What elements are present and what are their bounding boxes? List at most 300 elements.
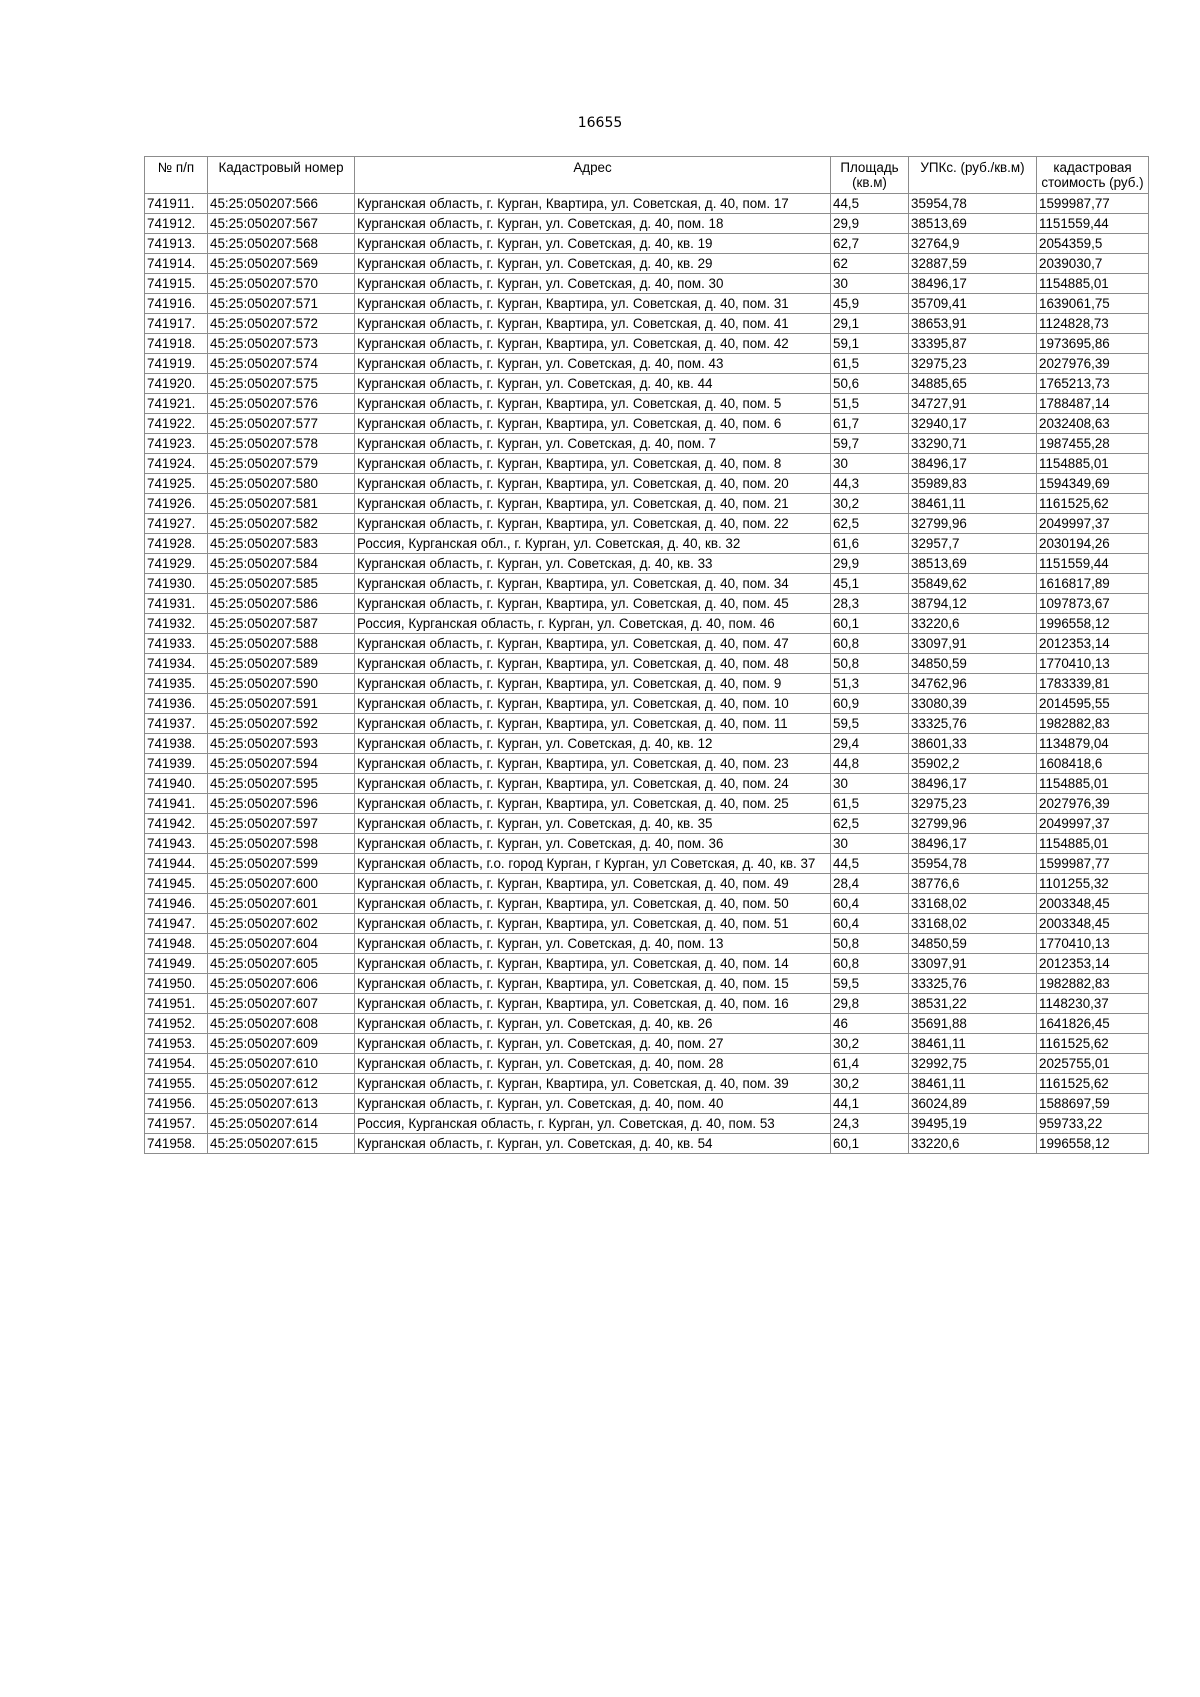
area-cell: 29,9 xyxy=(831,214,909,234)
cadastral-value-cell: 1996558,12 xyxy=(1037,614,1149,634)
cadastral-value-table xyxy=(144,156,1149,1154)
area-cell: 30,2 xyxy=(831,494,909,514)
area-cell: 60,8 xyxy=(831,634,909,654)
unit-value-cell: 33168,02 xyxy=(909,894,1037,914)
cadastral-number-cell: 45:25:050207:610 xyxy=(208,1054,355,1074)
cadastral-value-cell: 2039030,7 xyxy=(1037,254,1149,274)
unit-value-cell: 35902,2 xyxy=(909,754,1037,774)
cadastral-value-cell: 1588697,59 xyxy=(1037,1094,1149,1114)
unit-value-cell: 35954,78 xyxy=(909,194,1037,214)
cadastral-value-cell: 2012353,14 xyxy=(1037,954,1149,974)
cadastral-value-cell: 2014595,55 xyxy=(1037,694,1149,714)
row-number-cell: 741933. xyxy=(145,634,208,654)
column-header-number: № п/п xyxy=(145,157,208,194)
cadastral-number-cell: 45:25:050207:572 xyxy=(208,314,355,334)
table-row xyxy=(145,674,1149,694)
cadastral-value-cell: 1788487,14 xyxy=(1037,394,1149,414)
table-row xyxy=(145,1074,1149,1094)
cadastral-number-cell: 45:25:050207:589 xyxy=(208,654,355,674)
unit-value-cell: 33220,6 xyxy=(909,1134,1037,1154)
area-cell: 30,2 xyxy=(831,1074,909,1094)
table-row xyxy=(145,634,1149,654)
area-cell: 50,6 xyxy=(831,374,909,394)
cadastral-value-cell: 1154885,01 xyxy=(1037,834,1149,854)
cadastral-number-cell: 45:25:050207:579 xyxy=(208,454,355,474)
table-row xyxy=(145,694,1149,714)
unit-value-cell: 34727,91 xyxy=(909,394,1037,414)
address-cell: Курганская область, г. Курган, ул. Советская, д. 40, пом. 28 xyxy=(355,1054,831,1074)
area-cell: 60,1 xyxy=(831,1134,909,1154)
unit-value-cell: 33097,91 xyxy=(909,634,1037,654)
address-cell: Россия, Курганская область, г. Курган, ул. Советская, д. 40, пом. 53 xyxy=(355,1114,831,1134)
cadastral-number-cell: 45:25:050207:612 xyxy=(208,1074,355,1094)
unit-value-cell: 32799,96 xyxy=(909,514,1037,534)
unit-value-cell: 38513,69 xyxy=(909,214,1037,234)
table-row xyxy=(145,394,1149,414)
address-cell: Курганская область, г. Курган, Квартира, ул. Советская, д. 40, пом. 23 xyxy=(355,754,831,774)
cadastral-number-cell: 45:25:050207:605 xyxy=(208,954,355,974)
table-row xyxy=(145,414,1149,434)
area-cell: 61,5 xyxy=(831,354,909,374)
table-row xyxy=(145,994,1149,1014)
cadastral-number-cell: 45:25:050207:608 xyxy=(208,1014,355,1034)
cadastral-value-cell: 959733,22 xyxy=(1037,1114,1149,1134)
address-cell: Курганская область, г. Курган, Квартира, ул. Советская, д. 40, пом. 47 xyxy=(355,634,831,654)
row-number-cell: 741956. xyxy=(145,1094,208,1114)
row-number-cell: 741949. xyxy=(145,954,208,974)
cadastral-number-cell: 45:25:050207:581 xyxy=(208,494,355,514)
cadastral-value-cell: 1982882,83 xyxy=(1037,714,1149,734)
cadastral-value-cell: 1783339,81 xyxy=(1037,674,1149,694)
unit-value-cell: 34850,59 xyxy=(909,934,1037,954)
row-number-cell: 741947. xyxy=(145,914,208,934)
cadastral-value-cell: 1154885,01 xyxy=(1037,774,1149,794)
row-number-cell: 741921. xyxy=(145,394,208,414)
row-number-cell: 741914. xyxy=(145,254,208,274)
unit-value-cell: 32764,9 xyxy=(909,234,1037,254)
address-cell: Курганская область, г. Курган, Квартира, ул. Советская, д. 40, пом. 10 xyxy=(355,694,831,714)
row-number-cell: 741915. xyxy=(145,274,208,294)
address-cell: Курганская область, г. Курган, Квартира, ул. Советская, д. 40, пом. 22 xyxy=(355,514,831,534)
cadastral-number-cell: 45:25:050207:582 xyxy=(208,514,355,534)
unit-value-cell: 34850,59 xyxy=(909,654,1037,674)
unit-value-cell: 33395,87 xyxy=(909,334,1037,354)
row-number-cell: 741924. xyxy=(145,454,208,474)
area-cell: 28,4 xyxy=(831,874,909,894)
area-cell: 61,4 xyxy=(831,1054,909,1074)
area-cell: 50,8 xyxy=(831,654,909,674)
address-cell: Курганская область, г. Курган, Квартира, ул. Советская, д. 40, пом. 41 xyxy=(355,314,831,334)
cadastral-value-cell: 1151559,44 xyxy=(1037,554,1149,574)
cadastral-number-cell: 45:25:050207:567 xyxy=(208,214,355,234)
cadastral-value-cell: 1616817,89 xyxy=(1037,574,1149,594)
unit-value-cell: 33097,91 xyxy=(909,954,1037,974)
row-number-cell: 741919. xyxy=(145,354,208,374)
address-cell: Курганская область, г. Курган, Квартира, ул. Советская, д. 40, пом. 5 xyxy=(355,394,831,414)
area-cell: 60,4 xyxy=(831,894,909,914)
row-number-cell: 741937. xyxy=(145,714,208,734)
row-number-cell: 741954. xyxy=(145,1054,208,1074)
address-cell: Курганская область, г. Курган, Квартира, ул. Советская, д. 40, пом. 14 xyxy=(355,954,831,974)
cadastral-value-cell: 1134879,04 xyxy=(1037,734,1149,754)
address-cell: Курганская область, г. Курган, Квартира, ул. Советская, д. 40, пом. 21 xyxy=(355,494,831,514)
cadastral-number-cell: 45:25:050207:600 xyxy=(208,874,355,894)
cadastral-value-cell: 2027976,39 xyxy=(1037,354,1149,374)
row-number-cell: 741943. xyxy=(145,834,208,854)
cadastral-value-cell: 1161525,62 xyxy=(1037,1074,1149,1094)
cadastral-number-cell: 45:25:050207:574 xyxy=(208,354,355,374)
address-cell: Курганская область, г. Курган, ул. Советская, д. 40, пом. 36 xyxy=(355,834,831,854)
address-cell: Курганская область, г. Курган, ул. Советская, д. 40, пом. 18 xyxy=(355,214,831,234)
address-cell: Курганская область, г. Курган, ул. Советская, д. 40, кв. 35 xyxy=(355,814,831,834)
row-number-cell: 741917. xyxy=(145,314,208,334)
cadastral-number-cell: 45:25:050207:599 xyxy=(208,854,355,874)
unit-value-cell: 38461,11 xyxy=(909,1034,1037,1054)
cadastral-value-cell: 1599987,77 xyxy=(1037,194,1149,214)
table-row xyxy=(145,894,1149,914)
table-row xyxy=(145,194,1149,214)
address-cell: Курганская область, г. Курган, ул. Советская, д. 40, пом. 27 xyxy=(355,1034,831,1054)
table-row xyxy=(145,214,1149,234)
row-number-cell: 741925. xyxy=(145,474,208,494)
area-cell: 44,5 xyxy=(831,194,909,214)
table-row xyxy=(145,1034,1149,1054)
table-row xyxy=(145,734,1149,754)
unit-value-cell: 38776,6 xyxy=(909,874,1037,894)
cadastral-number-cell: 45:25:050207:586 xyxy=(208,594,355,614)
address-cell: Курганская область, г. Курган, Квартира, ул. Советская, д. 40, пом. 16 xyxy=(355,994,831,1014)
area-cell: 60,9 xyxy=(831,694,909,714)
row-number-cell: 741918. xyxy=(145,334,208,354)
table-row xyxy=(145,934,1149,954)
table-row xyxy=(145,234,1149,254)
table-row xyxy=(145,854,1149,874)
row-number-cell: 741912. xyxy=(145,214,208,234)
table-row xyxy=(145,354,1149,374)
area-cell: 45,1 xyxy=(831,574,909,594)
table-row xyxy=(145,1054,1149,1074)
unit-value-cell: 33325,76 xyxy=(909,974,1037,994)
row-number-cell: 741946. xyxy=(145,894,208,914)
address-cell: Курганская область, г. Курган, ул. Советская, д. 40, кв. 44 xyxy=(355,374,831,394)
cadastral-number-cell: 45:25:050207:569 xyxy=(208,254,355,274)
table-row xyxy=(145,474,1149,494)
table-row xyxy=(145,714,1149,734)
area-cell: 29,8 xyxy=(831,994,909,1014)
table-row xyxy=(145,494,1149,514)
unit-value-cell: 32975,23 xyxy=(909,794,1037,814)
cadastral-value-cell: 1599987,77 xyxy=(1037,854,1149,874)
cadastral-value-cell: 1770410,13 xyxy=(1037,934,1149,954)
row-number-cell: 741950. xyxy=(145,974,208,994)
cadastral-number-cell: 45:25:050207:570 xyxy=(208,274,355,294)
cadastral-number-cell: 45:25:050207:613 xyxy=(208,1094,355,1114)
address-cell: Курганская область, г. Курган, Квартира, ул. Советская, д. 40, пом. 25 xyxy=(355,794,831,814)
area-cell: 44,1 xyxy=(831,1094,909,1114)
row-number-cell: 741926. xyxy=(145,494,208,514)
row-number-cell: 741944. xyxy=(145,854,208,874)
area-cell: 30,2 xyxy=(831,1034,909,1054)
area-cell: 59,5 xyxy=(831,974,909,994)
address-cell: Курганская область, г. Курган, ул. Советская, д. 40, пом. 40 xyxy=(355,1094,831,1114)
address-cell: Курганская область, г. Курган, ул. Советская, д. 40, кв. 54 xyxy=(355,1134,831,1154)
table-row xyxy=(145,1134,1149,1154)
address-cell: Курганская область, г. Курган, ул. Советская, д. 40, кв. 26 xyxy=(355,1014,831,1034)
cadastral-value-cell: 1124828,73 xyxy=(1037,314,1149,334)
cadastral-number-cell: 45:25:050207:604 xyxy=(208,934,355,954)
address-cell: Курганская область, г. Курган, Квартира, ул. Советская, д. 40, пом. 17 xyxy=(355,194,831,214)
table-row xyxy=(145,954,1149,974)
area-cell: 61,7 xyxy=(831,414,909,434)
row-number-cell: 741951. xyxy=(145,994,208,1014)
area-cell: 61,6 xyxy=(831,534,909,554)
address-cell: Курганская область, г. Курган, Квартира, ул. Советская, д. 40, пом. 50 xyxy=(355,894,831,914)
area-cell: 62,7 xyxy=(831,234,909,254)
unit-value-cell: 38496,17 xyxy=(909,774,1037,794)
cadastral-number-cell: 45:25:050207:601 xyxy=(208,894,355,914)
cadastral-number-cell: 45:25:050207:575 xyxy=(208,374,355,394)
unit-value-cell: 38461,11 xyxy=(909,1074,1037,1094)
address-cell: Курганская область, г. Курган, ул. Советская, д. 40, пом. 30 xyxy=(355,274,831,294)
cadastral-value-cell: 2030194,26 xyxy=(1037,534,1149,554)
address-cell: Курганская область, г. Курган, Квартира, ул. Советская, д. 40, пом. 9 xyxy=(355,674,831,694)
area-cell: 50,8 xyxy=(831,934,909,954)
cadastral-number-cell: 45:25:050207:590 xyxy=(208,674,355,694)
table-row xyxy=(145,874,1149,894)
cadastral-number-cell: 45:25:050207:594 xyxy=(208,754,355,774)
row-number-cell: 741945. xyxy=(145,874,208,894)
cadastral-value-cell: 1594349,69 xyxy=(1037,474,1149,494)
cadastral-value-cell: 2027976,39 xyxy=(1037,794,1149,814)
column-header-address: Адрес xyxy=(355,157,831,194)
unit-value-cell: 38531,22 xyxy=(909,994,1037,1014)
unit-value-cell: 38601,33 xyxy=(909,734,1037,754)
address-cell: Курганская область, г. Курган, Квартира, ул. Советская, д. 40, пом. 39 xyxy=(355,1074,831,1094)
table-row xyxy=(145,534,1149,554)
cadastral-value-cell: 2012353,14 xyxy=(1037,634,1149,654)
address-cell: Курганская область, г. Курган, Квартира, ул. Советская, д. 40, пом. 51 xyxy=(355,914,831,934)
area-cell: 61,5 xyxy=(831,794,909,814)
unit-value-cell: 32887,59 xyxy=(909,254,1037,274)
address-cell: Курганская область, г. Курган, Квартира, ул. Советская, д. 40, пом. 49 xyxy=(355,874,831,894)
cadastral-value-cell: 2049997,37 xyxy=(1037,814,1149,834)
cadastral-value-cell: 1151559,44 xyxy=(1037,214,1149,234)
table-row xyxy=(145,454,1149,474)
unit-value-cell: 33220,6 xyxy=(909,614,1037,634)
area-cell: 60,4 xyxy=(831,914,909,934)
unit-value-cell: 33168,02 xyxy=(909,914,1037,934)
cadastral-number-cell: 45:25:050207:614 xyxy=(208,1114,355,1134)
area-cell: 51,3 xyxy=(831,674,909,694)
address-cell: Курганская область, г. Курган, Квартира, ул. Советская, д. 40, пом. 8 xyxy=(355,454,831,474)
area-cell: 29,1 xyxy=(831,314,909,334)
cadastral-number-cell: 45:25:050207:615 xyxy=(208,1134,355,1154)
cadastral-value-cell: 1097873,67 xyxy=(1037,594,1149,614)
unit-value-cell: 35709,41 xyxy=(909,294,1037,314)
cadastral-number-cell: 45:25:050207:568 xyxy=(208,234,355,254)
row-number-cell: 741952. xyxy=(145,1014,208,1034)
unit-value-cell: 35954,78 xyxy=(909,854,1037,874)
cadastral-value-cell: 1982882,83 xyxy=(1037,974,1149,994)
row-number-cell: 741923. xyxy=(145,434,208,454)
row-number-cell: 741934. xyxy=(145,654,208,674)
area-cell: 30 xyxy=(831,834,909,854)
table-row xyxy=(145,434,1149,454)
cadastral-value-cell: 1161525,62 xyxy=(1037,1034,1149,1054)
area-cell: 51,5 xyxy=(831,394,909,414)
cadastral-value-cell: 2025755,01 xyxy=(1037,1054,1149,1074)
address-cell: Курганская область, г. Курган, ул. Советская, д. 40, пом. 7 xyxy=(355,434,831,454)
cadastral-number-cell: 45:25:050207:607 xyxy=(208,994,355,1014)
area-cell: 44,8 xyxy=(831,754,909,774)
cadastral-value-cell: 1161525,62 xyxy=(1037,494,1149,514)
area-cell: 29,4 xyxy=(831,734,909,754)
cadastral-number-cell: 45:25:050207:573 xyxy=(208,334,355,354)
unit-value-cell: 33325,76 xyxy=(909,714,1037,734)
area-cell: 60,8 xyxy=(831,954,909,974)
unit-value-cell: 38496,17 xyxy=(909,834,1037,854)
unit-value-cell: 35849,62 xyxy=(909,574,1037,594)
cadastral-value-cell: 2032408,63 xyxy=(1037,414,1149,434)
cadastral-value-cell: 1154885,01 xyxy=(1037,454,1149,474)
address-cell: Курганская область, г. Курган, Квартира, ул. Советская, д. 40, пом. 45 xyxy=(355,594,831,614)
area-cell: 24,3 xyxy=(831,1114,909,1134)
table-row xyxy=(145,1114,1149,1134)
area-cell: 29,9 xyxy=(831,554,909,574)
area-cell: 30 xyxy=(831,454,909,474)
table-row xyxy=(145,614,1149,634)
table-row xyxy=(145,334,1149,354)
cadastral-number-cell: 45:25:050207:596 xyxy=(208,794,355,814)
row-number-cell: 741953. xyxy=(145,1034,208,1054)
row-number-cell: 741911. xyxy=(145,194,208,214)
address-cell: Курганская область, г. Курган, Квартира, ул. Советская, д. 40, пом. 34 xyxy=(355,574,831,594)
table-row xyxy=(145,554,1149,574)
address-cell: Курганская область, г. Курган, ул. Советская, д. 40, пом. 13 xyxy=(355,934,831,954)
cadastral-number-cell: 45:25:050207:588 xyxy=(208,634,355,654)
area-cell: 30 xyxy=(831,274,909,294)
address-cell: Курганская область, г. Курган, Квартира, ул. Советская, д. 40, пом. 24 xyxy=(355,774,831,794)
table-row xyxy=(145,514,1149,534)
row-number-cell: 741931. xyxy=(145,594,208,614)
area-cell: 59,5 xyxy=(831,714,909,734)
table-row xyxy=(145,654,1149,674)
cadastral-number-cell: 45:25:050207:592 xyxy=(208,714,355,734)
table-row xyxy=(145,594,1149,614)
address-cell: Курганская область, г. Курган, Квартира, ул. Советская, д. 40, пом. 48 xyxy=(355,654,831,674)
page-number: 16655 xyxy=(577,115,623,131)
row-number-cell: 741928. xyxy=(145,534,208,554)
address-cell: Курганская область, г. Курган, Квартира, ул. Советская, д. 40, пом. 42 xyxy=(355,334,831,354)
unit-value-cell: 38653,91 xyxy=(909,314,1037,334)
cadastral-number-cell: 45:25:050207:583 xyxy=(208,534,355,554)
address-cell: Курганская область, г. Курган, ул. Советская, д. 40, пом. 43 xyxy=(355,354,831,374)
cadastral-number-cell: 45:25:050207:576 xyxy=(208,394,355,414)
row-number-cell: 741938. xyxy=(145,734,208,754)
cadastral-number-cell: 45:25:050207:595 xyxy=(208,774,355,794)
cadastral-value-cell: 2054359,5 xyxy=(1037,234,1149,254)
address-cell: Курганская область, г. Курган, Квартира, ул. Советская, д. 40, пом. 15 xyxy=(355,974,831,994)
table-row xyxy=(145,834,1149,854)
table-row xyxy=(145,274,1149,294)
unit-value-cell: 32992,75 xyxy=(909,1054,1037,1074)
row-number-cell: 741932. xyxy=(145,614,208,634)
column-header-area: Площадь (кв.м) xyxy=(831,157,909,194)
cadastral-value-cell: 1641826,45 xyxy=(1037,1014,1149,1034)
area-cell: 60,1 xyxy=(831,614,909,634)
address-cell: Россия, Курганская обл., г. Курган, ул. Советская, д. 40, кв. 32 xyxy=(355,534,831,554)
cadastral-number-cell: 45:25:050207:598 xyxy=(208,834,355,854)
area-cell: 59,7 xyxy=(831,434,909,454)
cadastral-number-cell: 45:25:050207:578 xyxy=(208,434,355,454)
unit-value-cell: 38496,17 xyxy=(909,454,1037,474)
cadastral-number-cell: 45:25:050207:602 xyxy=(208,914,355,934)
table-row xyxy=(145,294,1149,314)
table-body xyxy=(145,194,1149,1154)
address-cell: Курганская область, г. Курган, ул. Советская, д. 40, кв. 33 xyxy=(355,554,831,574)
address-cell: Россия, Курганская область, г. Курган, ул. Советская, д. 40, пом. 46 xyxy=(355,614,831,634)
unit-value-cell: 35691,88 xyxy=(909,1014,1037,1034)
cadastral-value-cell: 2003348,45 xyxy=(1037,894,1149,914)
table-row xyxy=(145,254,1149,274)
unit-value-cell: 32940,17 xyxy=(909,414,1037,434)
address-cell: Курганская область, г. Курган, ул. Советская, д. 40, кв. 12 xyxy=(355,734,831,754)
cadastral-value-cell: 1996558,12 xyxy=(1037,1134,1149,1154)
address-cell: Курганская область, г. Курган, ул. Советская, д. 40, кв. 29 xyxy=(355,254,831,274)
area-cell: 46 xyxy=(831,1014,909,1034)
cadastral-number-cell: 45:25:050207:587 xyxy=(208,614,355,634)
unit-value-cell: 38461,11 xyxy=(909,494,1037,514)
unit-value-cell: 39495,19 xyxy=(909,1114,1037,1134)
row-number-cell: 741913. xyxy=(145,234,208,254)
table-row xyxy=(145,1094,1149,1114)
table-row xyxy=(145,974,1149,994)
unit-value-cell: 32799,96 xyxy=(909,814,1037,834)
row-number-cell: 741929. xyxy=(145,554,208,574)
unit-value-cell: 35989,83 xyxy=(909,474,1037,494)
table-row xyxy=(145,374,1149,394)
table-row xyxy=(145,314,1149,334)
cadastral-value-cell: 1770410,13 xyxy=(1037,654,1149,674)
unit-value-cell: 32957,7 xyxy=(909,534,1037,554)
cadastral-number-cell: 45:25:050207:566 xyxy=(208,194,355,214)
row-number-cell: 741939. xyxy=(145,754,208,774)
unit-value-cell: 32975,23 xyxy=(909,354,1037,374)
table-row xyxy=(145,574,1149,594)
cadastral-value-cell: 1973695,86 xyxy=(1037,334,1149,354)
area-cell: 62,5 xyxy=(831,814,909,834)
row-number-cell: 741927. xyxy=(145,514,208,534)
column-header-cadastral-number: Кадастровый номер xyxy=(208,157,355,194)
cadastral-value-cell: 1608418,6 xyxy=(1037,754,1149,774)
cadastral-value-cell: 1987455,28 xyxy=(1037,434,1149,454)
area-cell: 44,5 xyxy=(831,854,909,874)
row-number-cell: 741936. xyxy=(145,694,208,714)
cadastral-value-cell: 1148230,37 xyxy=(1037,994,1149,1014)
row-number-cell: 741930. xyxy=(145,574,208,594)
cadastral-number-cell: 45:25:050207:606 xyxy=(208,974,355,994)
unit-value-cell: 34762,96 xyxy=(909,674,1037,694)
unit-value-cell: 38513,69 xyxy=(909,554,1037,574)
area-cell: 28,3 xyxy=(831,594,909,614)
cadastral-number-cell: 45:25:050207:577 xyxy=(208,414,355,434)
row-number-cell: 741916. xyxy=(145,294,208,314)
row-number-cell: 741957. xyxy=(145,1114,208,1134)
cadastral-number-cell: 45:25:050207:585 xyxy=(208,574,355,594)
row-number-cell: 741922. xyxy=(145,414,208,434)
cadastral-value-cell: 1154885,01 xyxy=(1037,274,1149,294)
area-cell: 59,1 xyxy=(831,334,909,354)
